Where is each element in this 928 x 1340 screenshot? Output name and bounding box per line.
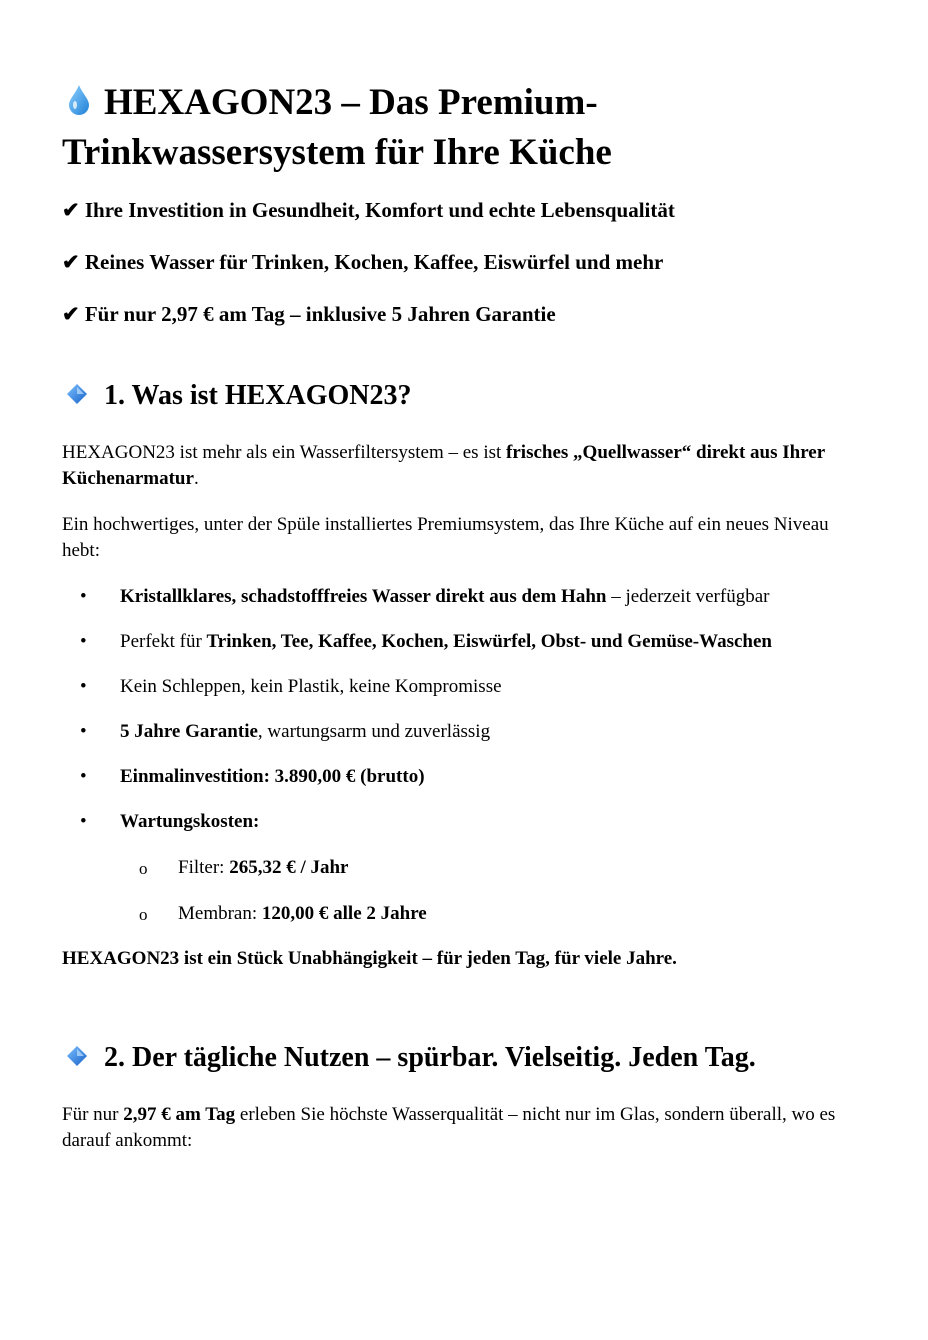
bullet-glyph: •	[80, 586, 87, 607]
feature-list	[62, 584, 862, 835]
section-1-heading-text: 1. Was ist HEXAGON23?	[104, 380, 412, 411]
bullet-emphasis: Einmalinvestition: 3.890,00 € (brutto)	[120, 766, 425, 787]
section-2-heading	[62, 1040, 862, 1076]
section-2-paragraph	[62, 1102, 862, 1154]
bullet-text: Perfekt für	[120, 631, 207, 652]
section-1-paragraph: Ein hochwertiges, unter der Spüle installiertes Premiumsystem, das Ihre Küche auf ein neues Niveau hebt:	[62, 514, 829, 561]
intro-text: HEXAGON23 ist mehr als ein Wasserfiltersystem – es ist	[62, 442, 507, 463]
paragraph-emphasis: 2,97 € am Tag	[123, 1104, 236, 1125]
sub-bullet-glyph: o	[139, 905, 148, 924]
list-item	[62, 809, 862, 835]
document-page	[62, 78, 862, 1154]
bullet-glyph: •	[80, 811, 87, 832]
list-item	[62, 855, 862, 881]
list-item	[62, 901, 862, 927]
section-2-heading-text: 2. Der tägliche Nutzen – spürbar. Vielseitig. Jeden Tag.	[104, 1042, 756, 1073]
bullet-emphasis: Wartungskosten:	[120, 811, 260, 832]
bullet-glyph: •	[80, 721, 87, 742]
sub-item-emphasis: 265,32 € / Jahr	[229, 857, 349, 878]
list-item	[62, 584, 862, 610]
blue-diamond-icon	[66, 1041, 88, 1063]
paragraph-text: erleben Sie höchste Wasserqualität – nicht nur im Glas, sondern überall, wo es darauf ankommt:	[62, 1104, 836, 1151]
page-title-text: HEXAGON23 – Das Premium-Trinkwassersystem für Ihre Küche	[62, 82, 612, 173]
intro-end: .	[193, 468, 199, 489]
sub-item-text: Filter:	[178, 857, 230, 878]
maintenance-cost-list	[62, 855, 862, 927]
bullet-text: Kein Schleppen, kein Plastik, keine Kompromisse	[120, 676, 502, 697]
highlight-1: ✔ Ihre Investition in Gesundheit, Komfort und echte Lebensqualität	[62, 198, 675, 222]
highlight-3: ✔ Für nur 2,97 € am Tag – inklusive 5 Jahren Garantie	[62, 302, 556, 326]
sub-bullet-glyph: o	[139, 859, 148, 878]
page-title	[62, 78, 862, 178]
bullet-glyph: •	[80, 676, 87, 697]
highlight-2: ✔ Reines Wasser für Trinken, Kochen, Kaffee, Eiswürfel und mehr	[62, 250, 664, 274]
list-item	[62, 719, 862, 745]
section-1-intro	[62, 440, 862, 492]
bullet-text: – jederzeit verfügbar	[606, 586, 770, 607]
bullet-text: , wartungsarm und zuverlässig	[257, 721, 491, 742]
bullet-emphasis: Trinken, Tee, Kaffee, Kochen, Eiswürfel, Obst- und Gemüse-Waschen	[206, 631, 772, 652]
section-1-heading	[62, 378, 862, 414]
paragraph-text: Für nur	[62, 1104, 124, 1125]
list-item	[62, 764, 862, 790]
bullet-glyph: •	[80, 631, 87, 652]
section-1-closing	[62, 946, 862, 972]
intro-emphasis: frisches „Quellwasser“ direkt aus Ihrer Küchenarmatur	[62, 442, 825, 489]
sub-item-emphasis: 120,00 € alle 2 Jahre	[261, 903, 427, 924]
closing-emphasis: HEXAGON23 ist ein Stück Unabhängigkeit – für jeden Tag, für viele Jahre.	[62, 948, 677, 969]
sub-item-text: Membran:	[178, 903, 262, 924]
list-item	[62, 674, 862, 700]
bullet-emphasis: Kristallklares, schadstofffreies Wasser direkt aus dem Hahn	[120, 586, 607, 607]
blue-diamond-icon	[66, 379, 88, 401]
bullet-emphasis: 5 Jahre Garantie	[120, 721, 258, 742]
list-item	[62, 629, 862, 655]
droplet-icon	[68, 80, 90, 110]
bullet-glyph: •	[80, 766, 87, 787]
